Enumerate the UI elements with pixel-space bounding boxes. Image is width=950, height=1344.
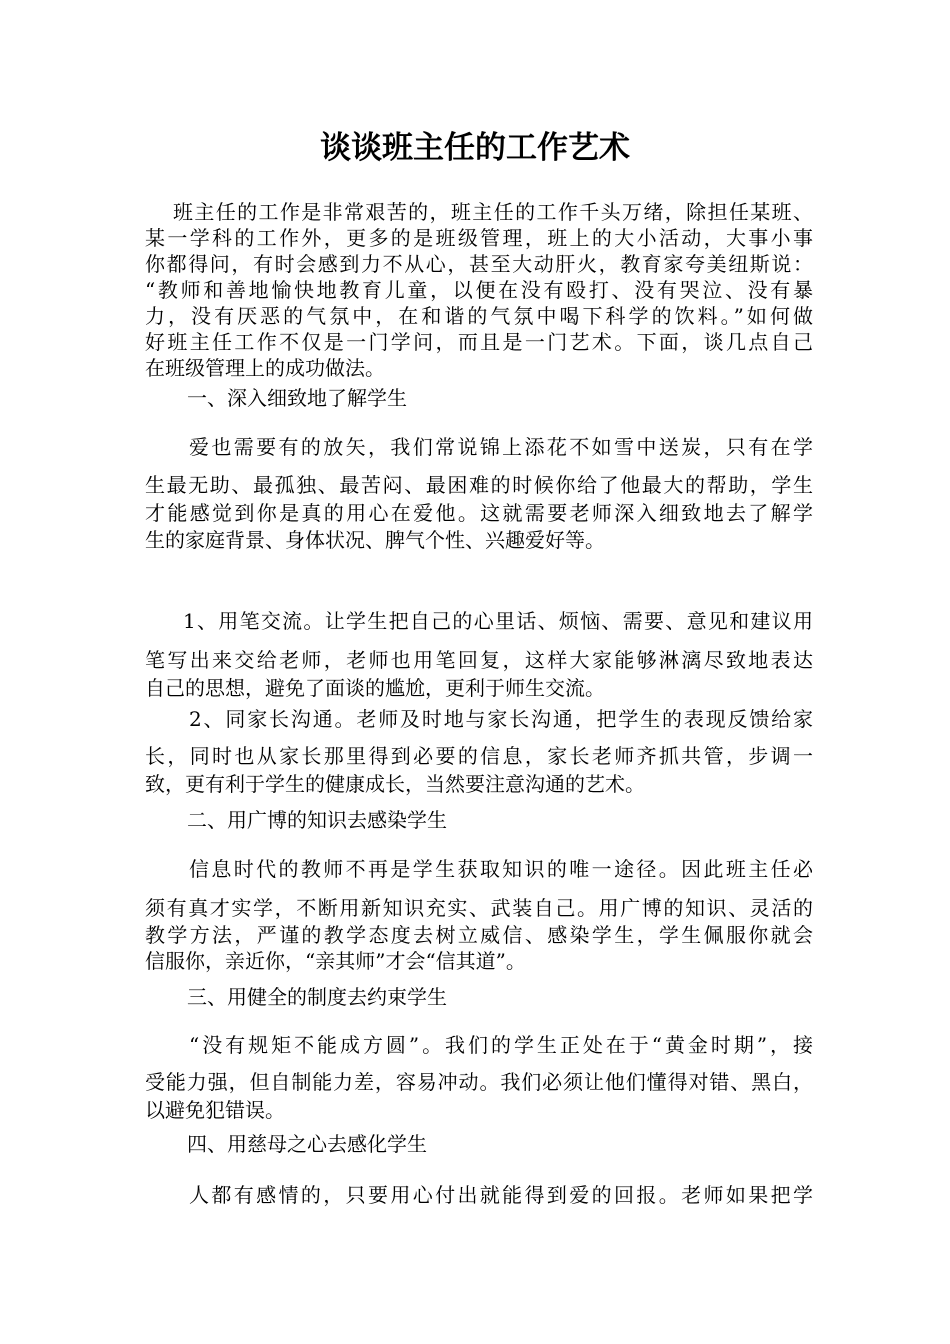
text-line: 爱也需要有的放矢，我们常说锦上添花不如雪中送炭，只有在学 (189, 435, 813, 459)
text-line: 信服你，亲近你，“亲其师”才会“信其道”。 (145, 949, 526, 973)
text-line: “教师和善地愉快地教育儿童，以便在没有殴打、没有哭泣、没有暴 (145, 278, 813, 302)
text-line: 你都得问，有时会感到力不从心，甚至大动肝火，教育家夸美纽斯说： (145, 252, 813, 276)
text-line: 好班主任工作不仅是一门学问，而且是一门艺术。下面，谈几点自己 (145, 330, 813, 354)
text-line: 生的家庭背景、身体状况、脾气个性、兴趣爱好等。 (145, 528, 605, 552)
text-line: 力，没有厌恶的气氛中，在和谐的气氛中喝下科学的饮料。”如何做 (145, 304, 813, 328)
text-line: 受能力强，但自制能力差，容易冲动。我们必须让他们懂得对错、黑白， (145, 1070, 813, 1094)
paragraph-love (145, 1180, 813, 1210)
section-heading-3: 三、用健全的制度去约束学生 (187, 985, 447, 1009)
text-line: 才能感觉到你是真的用心在爱他。这就需要老师深入细致地去了解学 (145, 501, 813, 525)
paragraph-intro (145, 199, 813, 381)
text-line: 须有真才实学，不断用新知识充实、武装自己。用广博的知识、灵活的 (145, 896, 813, 920)
paragraph-rules (145, 1030, 813, 1124)
text-line: 长，同时也从家长那里得到必要的信息，家长老师齐抓共管，步调一 (145, 744, 813, 768)
text-line: 以避免犯错误。 (145, 1098, 285, 1122)
document-title: 谈谈班主任的工作艺术 (320, 130, 630, 166)
text-line: 人都有感情的，只要用心付出就能得到爱的回报。老师如果把学 (189, 1183, 813, 1207)
paragraph-pen-communication (145, 606, 813, 702)
text-line: 信息时代的教师不再是学生获取知识的唯一途径。因此班主任必 (189, 857, 813, 881)
paragraph-parent-communication (145, 704, 813, 798)
text-line: 在班级管理上的成功做法。 (145, 356, 385, 380)
text-line: 生最无助、最孤独、最苦闷、最困难的时候你给了他最大的帮助，学生 (145, 473, 813, 497)
text-line: 教学方法，严谨的教学态度去树立威信、感染学生，学生佩服你就会 (145, 923, 813, 947)
text-line: 自己的思想，避免了面谈的尴尬，更利于师生交流。 (145, 676, 605, 700)
text-line: 某一学科的工作外，更多的是班级管理，班上的大小活动，大事小事 (145, 226, 813, 250)
text-line: 致，更有利于学生的健康成长，当然要注意沟通的艺术。 (145, 772, 645, 796)
text-line: 笔写出来交给老师，老师也用笔回复，这样大家能够淋漓尽致地表达 (145, 648, 813, 672)
section-heading-4: 四、用慈母之心去感化学生 (187, 1132, 427, 1156)
text-line: “没有规矩不能成方圆”。我们的学生正处在于“黄金时期”，接 (189, 1033, 813, 1057)
paragraph-knowledge (145, 854, 813, 974)
paragraph-understand (145, 432, 813, 554)
text-line: 2、同家长沟通。老师及时地与家长沟通，把学生的表现反馈给家 (189, 707, 813, 731)
section-heading-1: 一、深入细致地了解学生 (187, 386, 407, 410)
section-heading-2: 二、用广博的知识去感染学生 (187, 808, 447, 832)
text-line: 班主任的工作是非常艰苦的，班主任的工作千头万绪，除担任某班、 (173, 200, 813, 224)
text-line: 1、用笔交流。让学生把自己的心里话、烦恼、需要、意见和建议用 (183, 609, 813, 633)
